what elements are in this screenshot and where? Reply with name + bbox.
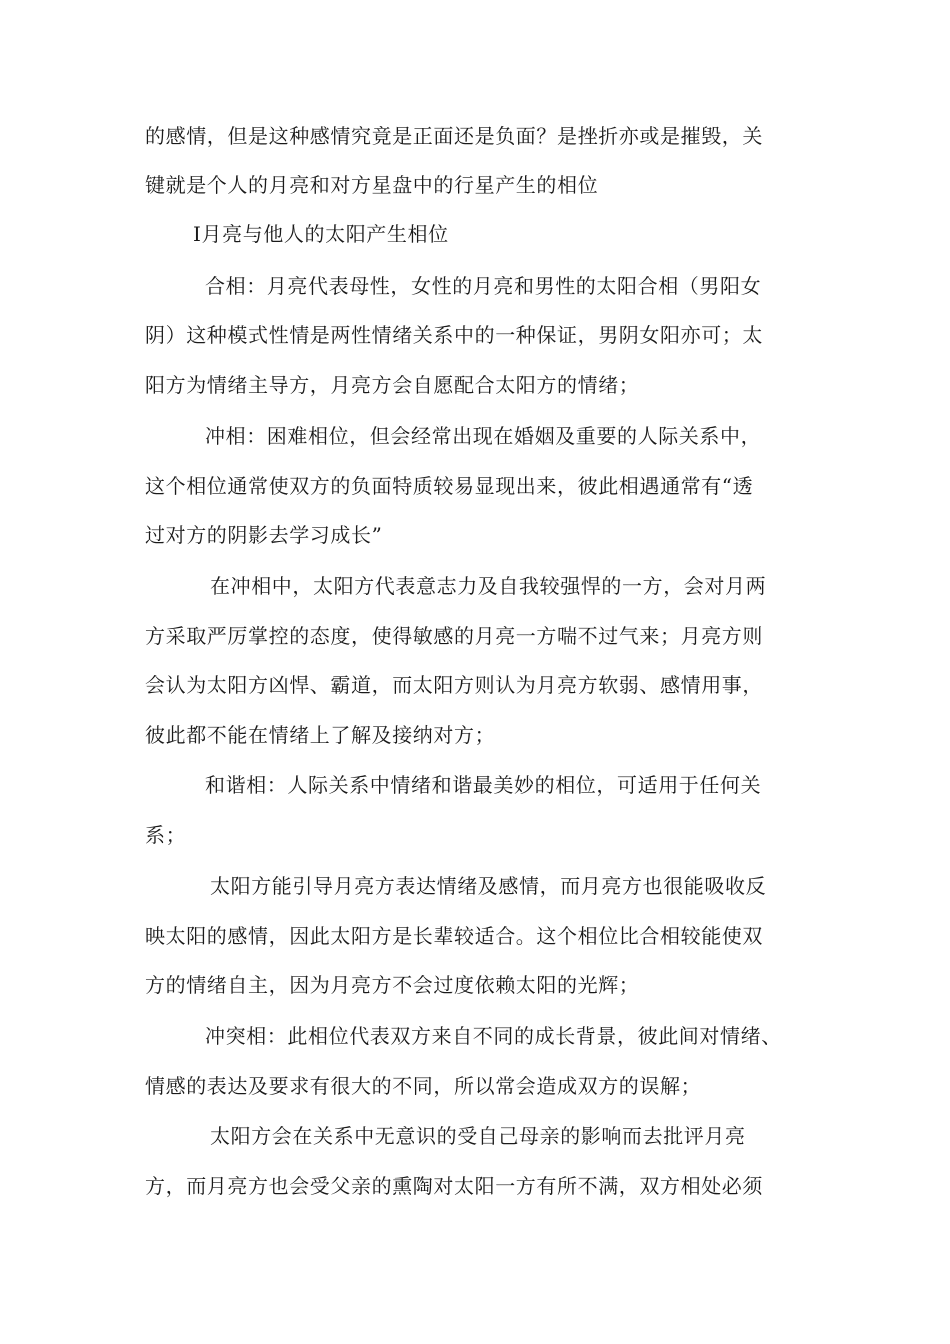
text-line: 系；: [145, 823, 187, 847]
text-line: 阳方为情绪主导方，月亮方会自愿配合太阳方的情绪；: [145, 373, 640, 397]
text-line: 太阳方能引导月亮方表达情绪及感情，而月亮方也很能吸收反: [210, 874, 767, 898]
text-line: 冲相：困难相位，但会经常出现在婚姻及重要的人际关系中，: [205, 424, 762, 448]
text-line: 情感的表达及要求有很大的不同，所以常会造成双方的误解；: [145, 1074, 702, 1098]
text-line: 这个相位通常使双方的负面特质较易显现出来，彼此相遇通常有“透: [145, 474, 754, 498]
text-line: 在冲相中，太阳方代表意志力及自我较强悍的一方，会对月两: [210, 574, 767, 598]
text-line: 的感情，但是这种感情究竟是正面还是负面？是挫折亦或是摧毁，关: [145, 124, 763, 148]
text-line: 阴）这种模式性情是两性情绪关系中的一种保证，男阴女阳亦可；太: [145, 323, 763, 347]
text-line: 彼此都不能在情绪上了解及接纳对方；: [145, 723, 496, 747]
text-line: 冲突相：此相位代表双方来自不同的成长背景，彼此间对情绪、: [205, 1024, 782, 1048]
text-line: 映太阳的感情，因此太阳方是长辈较适合。这个相位比合相较能使双: [145, 924, 763, 948]
text-line: 过对方的阴影去学习成长”: [145, 523, 383, 547]
text-line: 键就是个人的月亮和对方星盘中的行星产生的相位: [145, 173, 599, 197]
text-line: 方的情绪自主，因为月亮方不会过度依赖太阳的光辉；: [145, 973, 640, 997]
text-line: 合相：月亮代表母性，女性的月亮和男性的太阳合相（男阳女: [205, 274, 762, 298]
text-line: 和谐相：人际关系中情绪和谐最美妙的相位，可适用于任何关: [205, 773, 762, 797]
text-line: 方采取严厉掌控的态度，使得敏感的月亮一方喘不过气来；月亮方则: [145, 624, 763, 648]
text-line: 太阳方会在关系中无意识的受自己母亲的影响而去批评月亮: [210, 1124, 746, 1148]
text-line: 方，而月亮方也会受父亲的熏陶对太阳一方有所不满，双方相处必须: [145, 1174, 763, 1198]
text-line: 会认为太阳方凶悍、霸道，而太阳方则认为月亮方软弱、感情用事，: [145, 673, 763, 697]
section-heading: Ⅰ月亮与他人的太阳产生相位: [193, 222, 449, 246]
